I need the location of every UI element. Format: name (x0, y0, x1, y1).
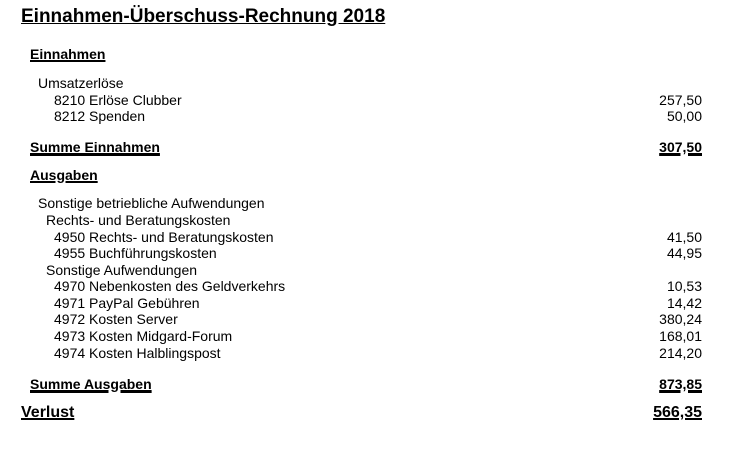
income-item-amount: 257,50 (659, 92, 702, 108)
expense-item-row (0, 327, 750, 345)
income-group-row (0, 74, 750, 92)
income-item-label: 8212 Spenden (54, 108, 146, 124)
page-title: Einnahmen-Überschuss-Rechnung 2018 (21, 6, 386, 27)
expenses-subgroup-row (0, 211, 750, 229)
expense-item-amount: 380,24 (659, 311, 702, 327)
expense-item-row (0, 344, 750, 362)
expense-item-amount: 10,53 (666, 278, 702, 294)
result-amount: 566,35 (653, 404, 702, 421)
expenses-group-row (0, 194, 750, 212)
income-heading: Einnahmen (30, 46, 106, 62)
result-label: Verlust (21, 404, 75, 421)
expense-item-amount: 41,50 (666, 229, 702, 245)
income-sum-row (0, 138, 750, 156)
expenses-sum-row (0, 375, 750, 393)
income-heading-row (0, 45, 750, 63)
expense-item-label: 4950 Rechts- und Beratungskosten (54, 229, 274, 245)
expense-item-label: 4973 Kosten Midgard-Forum (54, 328, 233, 344)
expense-item-label: 4974 Kosten Halblingspost (54, 345, 221, 361)
expense-item-amount: 44,95 (666, 245, 702, 261)
income-sum-label: Summe Einnahmen (30, 139, 160, 155)
expenses-subgroup-label: Rechts- und Beratungskosten (46, 212, 231, 228)
expenses-sum-amount: 873,85 (659, 376, 702, 392)
income-item-row (0, 107, 750, 125)
expense-item-amount: 14,42 (666, 295, 702, 311)
expenses-sum-label: Summe Ausgaben (30, 376, 152, 392)
expense-item-row (0, 310, 750, 328)
income-sum-amount: 307,50 (659, 139, 702, 155)
expense-item-label: 4972 Kosten Server (54, 311, 178, 327)
expenses-subgroup-label: Sonstige Aufwendungen (46, 262, 198, 278)
income-item-label: 8210 Erlöse Clubber (54, 92, 182, 108)
expense-item-row (0, 277, 750, 295)
expense-item-label: 4971 PayPal Gebühren (54, 295, 200, 311)
expense-item-amount: 168,01 (659, 328, 702, 344)
expenses-heading: Ausgaben (30, 167, 98, 183)
expense-item-row (0, 244, 750, 262)
expenses-heading-row (0, 166, 750, 184)
income-group-label: Umsatzerlöse (38, 75, 124, 91)
expenses-group-label: Sonstige betriebliche Aufwendungen (38, 195, 265, 211)
expense-item-amount: 214,20 (659, 345, 702, 361)
expense-item-label: 4970 Nebenkosten des Geldverkehrs (54, 278, 286, 294)
result-row (0, 403, 750, 423)
expense-item-label: 4955 Buchführungskosten (54, 245, 217, 261)
income-item-amount: 50,00 (666, 108, 702, 124)
